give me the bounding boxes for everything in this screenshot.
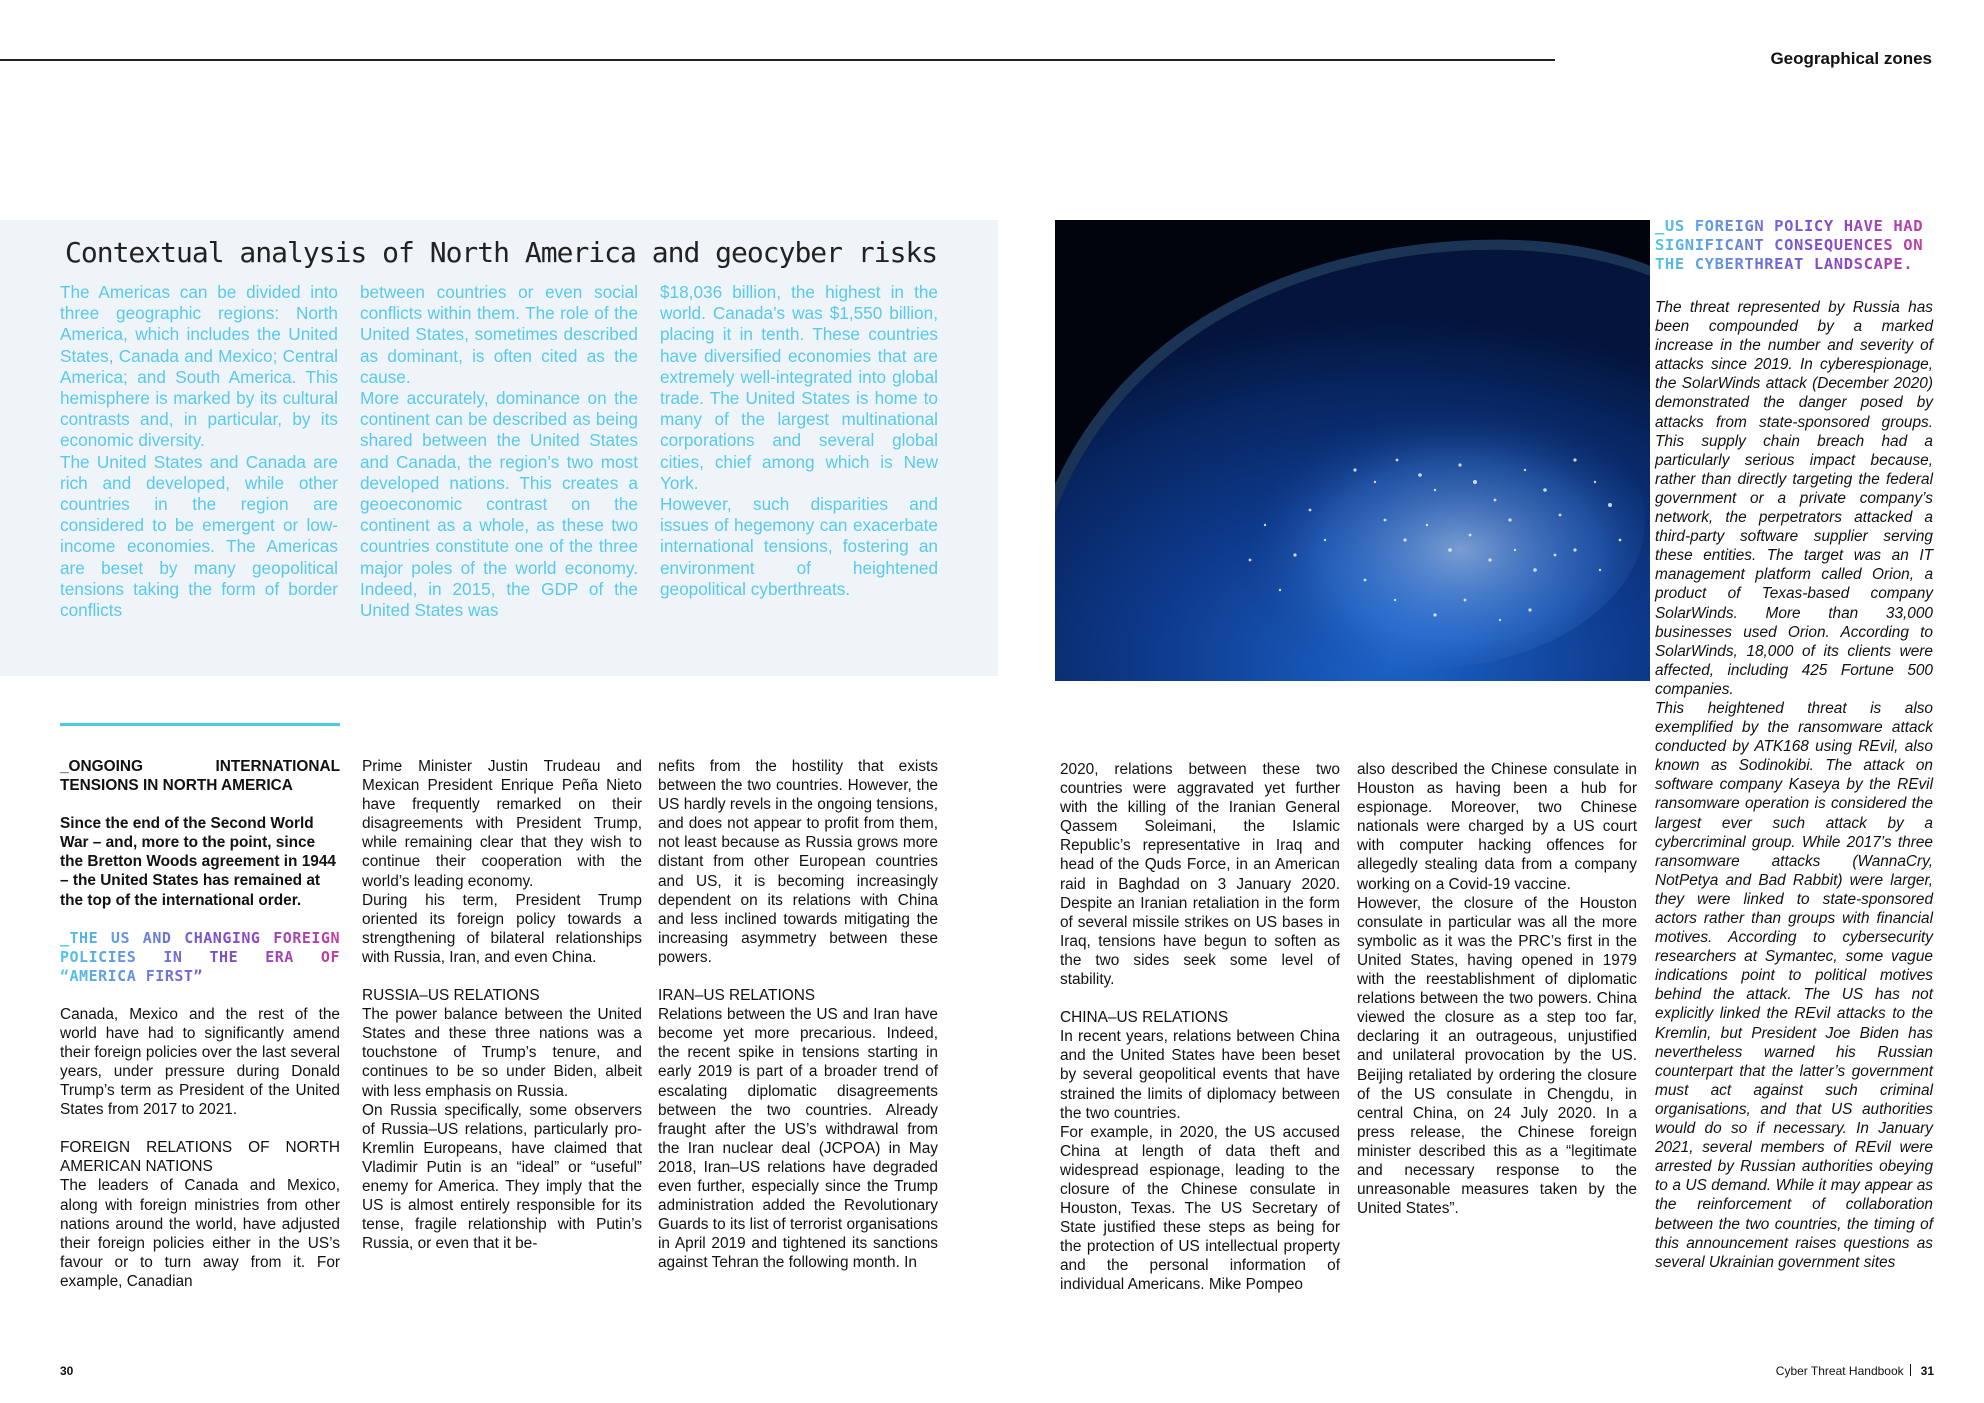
section-heading: _ONGOING INTERNATIONAL TENSIONS IN NORTH AMERICA bbox=[60, 758, 340, 795]
lead-paragraph: Since the end of the Second World War – and, more to the point, since the Bretton Woods agreement in 1944 – the United States has remained at the top of the international order. bbox=[60, 815, 336, 909]
right-page-number: 31 bbox=[1920, 1364, 1934, 1378]
body-column-3 bbox=[658, 757, 938, 1272]
subsection-title: RUSSIA–US RELATIONS bbox=[362, 987, 540, 1005]
sidebar-heading: _US FOREIGN POLICY HAVE HAD SIGNIFICANT CONSEQUENCES ON THE CYBERTHREAT LANDSCAPE. bbox=[1655, 217, 1933, 274]
sidebar-paragraph: The threat represented by Russia has been compounded by a marked increase in the number and severity of attacks since 2019. In cyberespionage, the SolarWinds attack (December 2020) demonstrated the danger posed by attacks from state-sponsored groups. This supply chain breach had a particularly serious impact because, rather than directly targeting the federal government or a private company’s network, the perpetrators attacked a third-party software supplier serving these entities. The target was an IT management platform called Orion, a product of Texas-based company SolarWinds. More than 33,000 businesses used Orion. According to SolarWinds, 18,000 of its clients were affected, including 425 Fortune 500 companies. bbox=[1655, 299, 1933, 698]
footer-separator bbox=[1910, 1364, 1911, 1376]
intro-column-1 bbox=[60, 282, 338, 621]
subsection-title: FOREIGN RELATIONS OF NORTH AMERICAN NATIONS bbox=[60, 1139, 340, 1176]
body-paragraph: Canada, Mexico and the rest of the world have had to significantly amend their foreign policies over the last several years, under pressure during Donald Trump’s term as President of the United States from 2017 to 2021. bbox=[60, 1005, 340, 1119]
intro-paragraph: The Americas can be divided into three geographic regions: North America, which includes the United States, Canada and Mexico; Central America; and South America. This hemisphere is marked by its cultural contrasts and, in particular, by its economic diversity. bbox=[60, 282, 338, 451]
north-america-night-earth-photo bbox=[1055, 220, 1650, 681]
body-paragraph: In recent years, relations between China and the United States have been beset by several geopolitical events that have strained the limits of diplomacy between the two countries. bbox=[1060, 1028, 1340, 1122]
gradient-subheading: _THE US AND CHANGING FOREIGN POLICIES IN THE ERA OF “AMERICA FIRST” bbox=[60, 928, 340, 985]
header-rule bbox=[0, 59, 1555, 61]
footer-right bbox=[1776, 1364, 1934, 1378]
left-page-number: 30 bbox=[60, 1364, 74, 1378]
body-paragraph: Relations between the US and Iran have become yet more precarious. Indeed, the recent spike in tensions starting in early 2019 is part of a broader trend of escalating diplomatic disagreements between the two countries. Already fraught after the US’s withdrawal from the Iran nuclear deal (JCPOA) in May 2018, Iran–US relations have degraded even further, especially since the Trump administration added the Revolutionary Guards to its list of terrorist organisations in April 2019 and tightened its sanctions against Tehran the following month. In bbox=[658, 1006, 938, 1272]
intro-column-3 bbox=[660, 282, 938, 600]
section-title: Geographical zones bbox=[1770, 49, 1932, 68]
intro-paragraph: $18,036 billion, the highest in the world. Canada’s was $1,550 billion, placing it in tenth. These countries have diversified economies that are extremely well-integrated into global trade. The United States is home to many of the largest multinational corporations and several global cities, chief among which is New York. bbox=[660, 282, 938, 493]
body-column-5 bbox=[1357, 760, 1637, 1218]
body-paragraph: During his term, President Trump oriented its foreign policy towards a strengthening of bilateral relationships with Russia, Iran, and even China. bbox=[362, 891, 642, 966]
intro-paragraph: The United States and Canada are rich and developed, while other countries in the region are considered to be emergent or low-income economies. The Americas are beset by many geopolitical tensions taking the form of border conflicts bbox=[60, 451, 338, 621]
intro-column-2 bbox=[360, 282, 638, 621]
body-paragraph: On Russia specifically, some observers of Russia–US relations, particularly pro-Kremlin Europeans, have claimed that Vladimir Putin is an “ideal” or “useful” enemy for America. They imply that the US is almost entirely responsible for its tense, fragile relationship with Putin’s Russia, or even that it be- bbox=[362, 1101, 642, 1253]
body-paragraph: The power balance between the United States and these three nations was a touchstone of Trump’s tenure, and continues to be so under Biden, albeit with less emphasis on Russia. bbox=[362, 1006, 642, 1100]
subsection-title: CHINA–US RELATIONS bbox=[1060, 1009, 1229, 1027]
sidebar-column bbox=[1655, 217, 1933, 1272]
body-paragraph: The leaders of Canada and Mexico, along with foreign ministries from other nations around the world, have adjusted their foreign policies either in the US’s favour or to turn away from it. For example, Canadian bbox=[60, 1177, 340, 1290]
section-divider bbox=[60, 723, 340, 726]
publication-title: Cyber Threat Handbook bbox=[1775, 1364, 1904, 1378]
intro-paragraph: between countries or even social conflicts within them. The role of the United States, sometimes described as dominant, is often cited as the cause. bbox=[360, 282, 638, 387]
body-paragraph: Prime Minister Justin Trudeau and Mexican President Enrique Peña Nieto have frequently remarked on their disagreements with President Trump, while remaining clear that they wish to continue their cooperation with the world’s leading economy. bbox=[362, 758, 642, 890]
body-paragraph: nefits from the hostility that exists between the two countries. However, the US hardly revels in the ongoing tensions, and does not appear to profit from them, not least because as Russia grows more distant from other European countries and US, it is becoming increasingly dependent on its relations with China and less inclined towards mitigating the increasing asymmetry between these powers. bbox=[658, 758, 938, 966]
body-column-2 bbox=[362, 757, 642, 1253]
body-paragraph: 2020, relations between these two countries were aggravated yet further with the killing of the Iranian General Qassem Soleimani, the Islamic Republic’s representative in Iraq and head of the Quds Force, in an American raid in Baghdad on 3 January 2020. Despite an Iranian retaliation in the form of several missile strikes on US bases in Iraq, tensions have begun to soften as the two sides seek some level of stability. bbox=[1060, 761, 1340, 989]
intro-paragraph: However, such disparities and issues of hegemony can exacerbate international tensions, fostering an environment of heightened geopolitical cyberthreats. bbox=[660, 494, 938, 599]
body-column-1 bbox=[60, 757, 340, 1291]
body-paragraph: also described the Chinese consulate in Houston as having been a hub for espionage. Moreover, two Chinese nationals were charged by a US court with computer hacking offences for allegedly stealing data from a company working on a Covid-19 vaccine. bbox=[1357, 761, 1637, 893]
intro-title: Contextual analysis of North America and geocyber risks bbox=[65, 236, 938, 269]
body-paragraph: However, the closure of the Houston consulate in particular was all the more symbolic as it was the PRC’s first in the United States, having opened in 1979 with the reestablishment of diplomatic relations between the two powers. China viewed the closure as a step too far, declaring it an outrageous, unjustified and unilateral provocation by the US. Beijing retaliated by ordering the closure of the US consulate in Chengdu, in central China, on 24 July 2020. In a press release, the Chinese foreign minister described this as a “legitimate and necessary response to the unreasonable measures taken by the United States”. bbox=[1357, 894, 1637, 1218]
sidebar-paragraph: This heightened threat is also exemplified by the ransomware attack conducted by ATK168 using REvil, also known as Sodinokibi. The attack on software company Kaseya by the REvil ransomware operation is considered the largest ever such attack by a cybercriminal group. While 2017’s three ransomware attacks (WannaCry, NotPetya and Bad Rabbit) were larger, they were linked to state-sponsored actors rather than groups with financial motives. According to cybersecurity researchers at Symantec, some vague indications point to political motives behind the attack. The US has not explicitly linked the REvil attacks to the Kremlin, but President Joe Biden has nevertheless warned his Russian counterpart that the latter’s government must act against such criminal organisations, and that US authorities would do so if necessary. In January 2021, several members of REvil were arrested by Russian authorities obeying to a US demand. While it may appear as the reinforcement of collaboration between the two countries, the timing of this announcement raises questions as several Ukrainian government sites bbox=[1655, 699, 1933, 1271]
body-column-4 bbox=[1060, 760, 1340, 1295]
subsection-title: IRAN–US RELATIONS bbox=[658, 987, 816, 1005]
intro-paragraph: More accurately, dominance on the continent can be described as being shared between the United States and Canada, the region’s two most developed nations. This creates a geoeconomic contrast on the continent as a whole, as these two countries constitute one of the three major poles of the world economy. Indeed, in 2015, the GDP of the United States was bbox=[360, 388, 638, 621]
body-paragraph: For example, in 2020, the US accused China at length of data theft and widespread espionage, leading to the closure of the Chinese consulate in Houston, Texas. The US Secretary of State justified these steps as being for the protection of US intellectual property and the personal information of individual Americans. Mike Pompeo bbox=[1060, 1123, 1340, 1294]
